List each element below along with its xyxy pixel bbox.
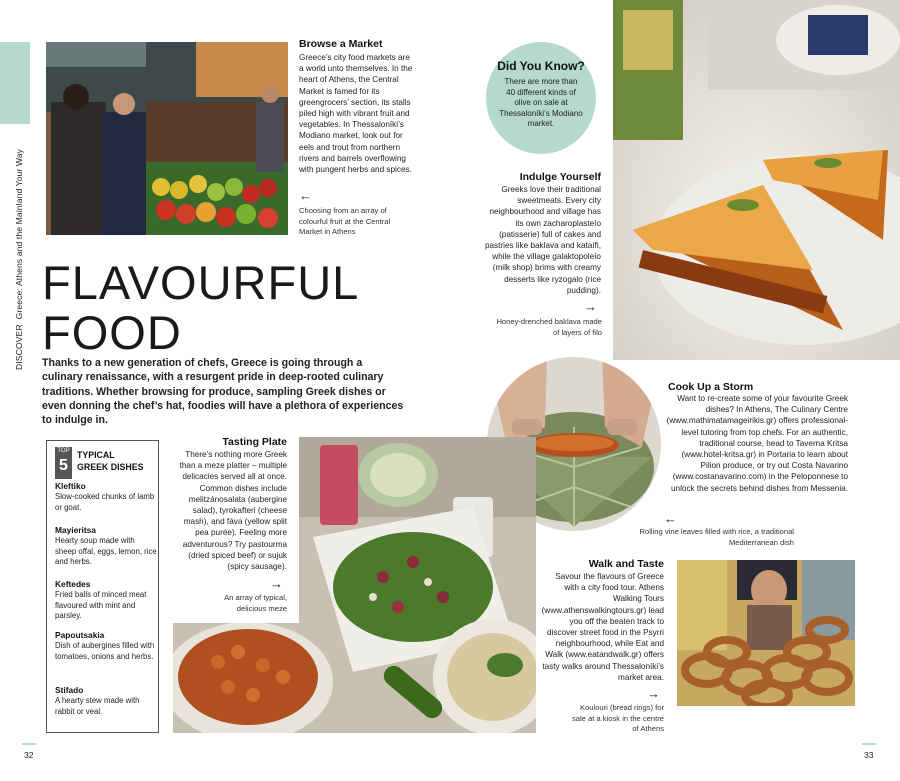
page-marker-left — [22, 743, 36, 745]
arrow-left-icon: ← — [299, 188, 312, 203]
indulge-body: Greeks love their traditional sweetmeats. Every city neighbourhood and village has its own zacharoplasteío (patisserie) full of cakes and pastries like baklava and kataífi, while the village galaktopoleío (milk shop) brims with creamy desserts like ryzogalo (rice pudding). — [484, 185, 601, 295]
dish-desc: Dish of aubergines filled with tomatoes, onions and herbs. — [55, 641, 155, 661]
title-line-2: FOOD — [42, 306, 182, 359]
top5-badge-label: TOP — [57, 448, 70, 454]
dish-item — [55, 525, 157, 568]
dish-desc: A hearty stew made with rabbit or veal. — [55, 696, 140, 716]
top5-title — [77, 450, 143, 473]
page-title — [42, 258, 359, 358]
dish-item — [55, 579, 157, 622]
cook-heading: Cook Up a Storm — [668, 381, 754, 393]
top5-badge-number: 5 — [59, 457, 68, 474]
cook-caption: Rolling vine leaves filled with rice, a traditional Mediterranean dish — [639, 527, 794, 547]
dish-name: Stifado — [55, 685, 84, 695]
section-label: DISCOVER — [14, 324, 24, 370]
walk-heading: Walk and Taste — [588, 558, 664, 570]
arrow-right-icon: → — [584, 299, 597, 314]
dish-item — [55, 481, 157, 513]
did-you-know-heading: Did You Know? — [497, 59, 585, 73]
indulge-heading: Indulge Yourself — [519, 171, 601, 183]
top5-badge — [55, 447, 72, 479]
page-number-left: 32 — [24, 750, 34, 760]
dish-desc: Hearty soup made with sheep offal, eggs, lemon, rice and herbs. — [55, 536, 157, 567]
running-header — [14, 149, 24, 370]
dish-desc: Slow-cooked chunks of lamb or goat. — [55, 492, 155, 512]
page-marker-right — [862, 743, 876, 745]
baklava-photo — [613, 0, 900, 360]
browse-caption: Choosing from an array of colourful fruit at the Central Market in Athens — [299, 206, 391, 236]
dish-name: Keftedes — [55, 579, 91, 589]
dish-item — [55, 630, 157, 662]
market-photo — [46, 42, 288, 235]
browse-body: Greece’s city food markets are a world unto themselves. In the heart of Athens, the Central Market is famed for its greengrocers’ section, its stalls piled high with vibrant fruit and vegetables. In Thessaloníki’s Modiano market, look out for eels and trout from northern rivers and barrels overflowing with pungent herbs and spices. — [299, 53, 413, 175]
did-you-know-body: There are more than 40 different kinds of olive on sale at Thessaloníki’s Modiano market. — [499, 77, 583, 128]
browse-heading: Browse a Market — [299, 38, 383, 50]
walk-caption: Koulouri (bread rings) for sale at a kiosk in the centre of Athens — [571, 703, 664, 733]
top5-box — [46, 440, 159, 733]
top5-title-line-1: TYPICAL — [77, 450, 115, 460]
section-tab — [0, 42, 30, 124]
arrow-left-icon: ← — [664, 511, 677, 526]
title-line-1: FLAVOURFUL — [42, 256, 360, 309]
arrow-right-icon: → — [270, 576, 283, 591]
cook-body: Want to re-create some of your favourite Greek dishes? In Athens, The Culinary Centre (www.mathimatamageirikis.gr) offers professional-level tutoring from top chefs. For an authentic, traditional course, head to Taverna Kritsa (www.hotel-kritsa.gr) in Portaria to learn about Pilion produce, or try out Costa Navarino (www.costanavarino.com) in the Peloponnese to unlock the secrets behind dishes from Messenia. — [666, 394, 848, 493]
dish-desc: Fried balls of minced meat flavoured with mint and parsley. — [55, 590, 147, 621]
tasting-body: There’s nothing more Greek than a meze platter – multiple delicacies served all at once. Common dishes include melitzánosalata (aubergine salad), tyrokafteri (cheese mash), and fáva (yellow split pea purée). Feeling more adventurous? Try pastourma (dried spiced beef) or sujuk (spicy sausage). — [179, 450, 287, 572]
arrow-right-icon: → — [647, 686, 660, 701]
intro-text: Thanks to a new generation of chefs, Greece is going through a culinary renaissance, with a resurgent pride in deep-rooted culinary traditions. Whether browsing for produce, sampling Greek dishes or even donning the chef’s hat, foodies will have a plethora of experiences to indulge in. — [42, 357, 404, 427]
top5-title-line-2: GREEK DISHES — [77, 461, 144, 472]
indulge-caption: Honey-drenched baklava made of layers of filo — [496, 317, 602, 337]
koulouri-photo — [677, 560, 855, 706]
page-number-right: 33 — [864, 750, 874, 760]
dish-name: Mayieritsa — [55, 525, 96, 535]
tasting-caption: An array of typical, delicious meze — [224, 593, 287, 613]
tasting-heading: Tasting Plate — [222, 436, 287, 448]
dish-name: Papoutsakia — [55, 630, 105, 640]
walk-body: Savour the flavours of Greece with a city food tour. Athens Walking Tours (www.athenswalkingtours.gr) lead you off the beaten track to discover street food in the Psyrri neighbourhood, while Eat and Walk (www.eatandwalk.gr) offers tasty walks around Thessaloníki’s market area. — [541, 572, 664, 682]
dish-item — [55, 685, 157, 717]
chapter-label: Greece: Athens and the Mainland Your Way — [14, 148, 24, 320]
did-you-know-badge — [486, 42, 596, 154]
dish-name: Kleftiko — [55, 481, 86, 491]
